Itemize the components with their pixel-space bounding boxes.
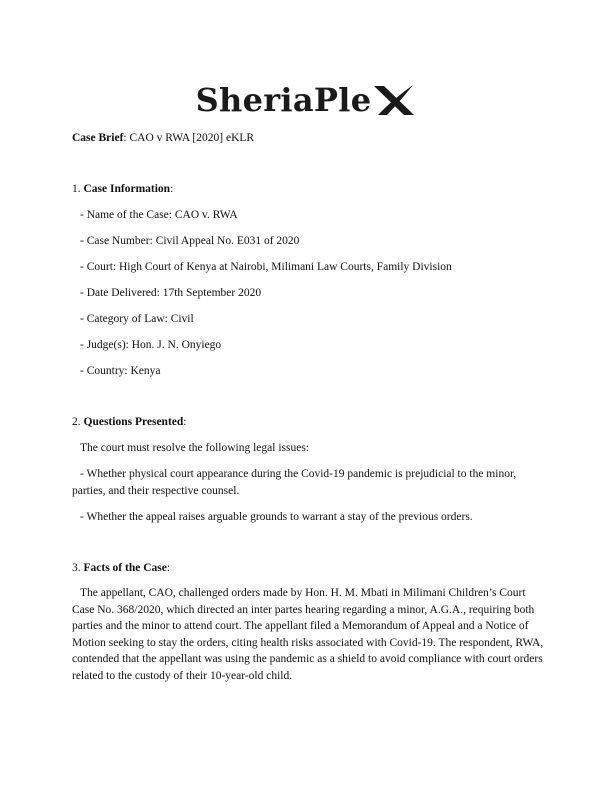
facts-body: The appellant, CAO, challenged orders made by Hon. H. M. Mbati in Milimani Children’s Court Case No. 368/2020, which directed an inter partes hearing regarding a minor, A.G.A., requiring both parties and the minor to attend court. The appellant filed a Memorandum of Appeal and a Notice of Motion seeking to stay the orders, citing health risks associated with Covid-19. The respondent, RWA, contended that the appellant was using the pandemic as a shield to avoid compliance with court orders related to the custody of their 10-year-old child. xyxy=(72,587,544,682)
info-item-country: - Country: Kenya xyxy=(80,365,161,377)
case-brief-label: Case Brief xyxy=(72,132,124,144)
info-item-name: - Name of the Case: CAO v. RWA xyxy=(80,209,238,221)
questions-intro: The court must resolve the following legal issues: xyxy=(80,442,309,454)
section-heading-questions-presented: 2. Questions Presented: xyxy=(72,416,187,428)
question-item: - Whether physical court appearance during the Covid-19 pandemic is prejudicial to the minor, parties, and their respective counsel. xyxy=(72,468,517,497)
section-heading-case-information: 1. Case Information: xyxy=(72,183,174,195)
x-mark-icon xyxy=(372,82,416,118)
info-item-court: - Court: High Court of Kenya at Nairobi, Milimani Law Courts, Family Division xyxy=(80,261,452,273)
case-brief-name: : CAO v RWA [2020] eKLR xyxy=(123,132,255,144)
info-item-category: - Category of Law: Civil xyxy=(80,313,194,325)
info-item-judges: - Judge(s): Hon. J. N. Onyiego xyxy=(80,339,222,351)
info-item-date: - Date Delivered: 17th September 2020 xyxy=(80,287,262,299)
info-item-case-number: - Case Number: Civil Appeal No. E031 of 2020 xyxy=(80,235,300,247)
question-item: - Whether the appeal raises arguable grounds to warrant a stay of the previous orders. xyxy=(80,511,473,523)
case-brief-title xyxy=(72,131,254,146)
logo-wordmark: SheriaPle xyxy=(195,81,372,119)
sheriaplex-logo xyxy=(0,78,612,122)
section-heading-facts: 3. Facts of the Case: xyxy=(72,562,171,574)
